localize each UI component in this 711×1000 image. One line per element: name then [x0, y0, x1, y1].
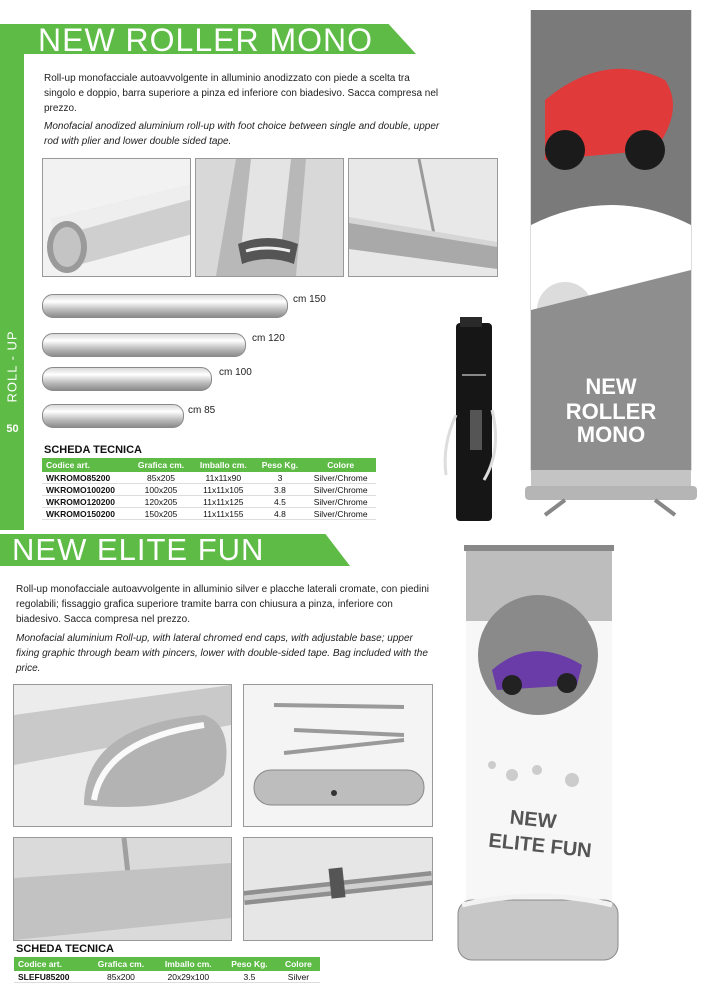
- spec-cell: WKROMO85200: [42, 472, 130, 484]
- base-tube-150: [42, 294, 288, 318]
- spec-header: Imballo cm.: [192, 458, 255, 472]
- spec-cell: 85x200: [87, 971, 154, 983]
- spec-table-roller-mono: [42, 458, 376, 520]
- spec-header: Grafica cm.: [130, 458, 192, 472]
- spec-cell: 85x205: [130, 472, 192, 484]
- table-row: [42, 472, 376, 484]
- section1-description-en: Monofacial anodized aluminium roll-up with foot choice between single and double, upper rod with plier and lower double sided tape.: [44, 121, 440, 147]
- roller-mono-display-image: [525, 10, 697, 530]
- spec-cell: Silver: [277, 971, 320, 983]
- product-photo-chrome-endcap: [13, 684, 232, 827]
- sidebar-strip: [0, 24, 24, 530]
- elite-fun-banner-line1: NEW: [508, 806, 558, 834]
- spec-header: Colore: [277, 957, 320, 971]
- spec-header: Imballo cm.: [154, 957, 222, 971]
- product-photo-endcap: [42, 158, 191, 277]
- page-number: 50: [3, 423, 22, 435]
- spec-header: Peso Kg.: [255, 458, 306, 472]
- spec-cell: 3.8: [255, 484, 306, 496]
- sidebar-label: ROLL - UP: [4, 330, 20, 403]
- spec-cell: 120x205: [130, 496, 192, 508]
- spec-header: Codice art.: [42, 458, 130, 472]
- spec-table-elite-fun: [14, 957, 320, 983]
- spec-cell: WKROMO100200: [42, 484, 130, 496]
- elite-fun-banner-line2: ELITE FUN: [487, 829, 593, 863]
- product-photo-pole-joint: [243, 837, 433, 941]
- section2-description-it: Roll-up monofacciale autoavvolgente in alluminio silver e placche laterali cromate, con piedini regolabili; fissaggio grafica superiore tramite barra con chiusura a pinza, inferiore con biadesivo. Sacca compresa nel prezzo.: [16, 584, 429, 625]
- spec-cell: Silver/Chrome: [305, 472, 376, 484]
- spec-cell: 3: [255, 472, 306, 484]
- spec-cell: 11x11x105: [192, 484, 255, 496]
- table-row: [42, 484, 376, 496]
- product-photo-clamp: [195, 158, 344, 277]
- spec-header: Colore: [305, 458, 376, 472]
- spec-cell: WKROMO150200: [42, 508, 130, 520]
- spec-cell: SLEFU85200: [14, 971, 87, 983]
- base-tube-100: [42, 367, 212, 391]
- spec-header: Codice art.: [14, 957, 87, 971]
- spec-cell: 150x205: [130, 508, 192, 520]
- spec-title-roller-mono: SCHEDA TECNICA: [44, 444, 142, 456]
- size-label-100: cm 100: [219, 367, 252, 378]
- size-label-120: cm 120: [252, 333, 285, 344]
- section1-description-it: Roll-up monofacciale autoavvolgente in alluminio anodizzato con piede a scelta tra singolo e doppio, barra superiore a pinza ed inferiore con biadesivo. Sacca compresa nel prezzo.: [44, 73, 439, 114]
- roller-mono-banner-line1: NEW: [585, 374, 637, 399]
- product-photo-base: [348, 158, 498, 277]
- section1-title: NEW ROLLER MONO: [38, 22, 374, 58]
- base-tube-120: [42, 333, 246, 357]
- spec-cell: Silver/Chrome: [305, 508, 376, 520]
- spec-header: Peso Kg.: [222, 957, 277, 971]
- spec-cell: 100x205: [130, 484, 192, 496]
- roller-mono-banner-line2: ROLLER MONO: [565, 399, 657, 448]
- spec-cell: Silver/Chrome: [305, 484, 376, 496]
- spec-header: Grafica cm.: [87, 957, 154, 971]
- elite-fun-display-image: [452, 545, 622, 995]
- spec-cell: WKROMO120200: [42, 496, 130, 508]
- product-photo-pole-mount: [13, 837, 232, 941]
- spec-cell: 4.5: [255, 496, 306, 508]
- spec-cell: 3.5: [222, 971, 277, 983]
- spec-cell: 20x29x100: [154, 971, 222, 983]
- spec-cell: 4.8: [255, 508, 306, 520]
- spec-cell: 11x11x90: [192, 472, 255, 484]
- spec-cell: Silver/Chrome: [305, 496, 376, 508]
- carry-bag-image: [440, 315, 505, 525]
- base-tube-85: [42, 404, 184, 428]
- spec-cell: 11x11x125: [192, 496, 255, 508]
- table-row: [42, 496, 376, 508]
- product-photo-components: [243, 684, 433, 827]
- table-row: [14, 971, 320, 983]
- table-row: [42, 508, 376, 520]
- spec-title-elite-fun: SCHEDA TECNICA: [16, 943, 114, 955]
- size-label-85: cm 85: [188, 405, 216, 416]
- size-label-150: cm 150: [293, 294, 326, 305]
- section2-description-en: Monofacial aluminium Roll-up, with lateral chromed end caps, with adjustable base; upper fixing graphic through beam with pincers, lower with double-sided tape. Bag included with the price.: [16, 633, 428, 674]
- section2-title: NEW ELITE FUN: [12, 532, 265, 567]
- spec-cell: 11x11x155: [192, 508, 255, 520]
